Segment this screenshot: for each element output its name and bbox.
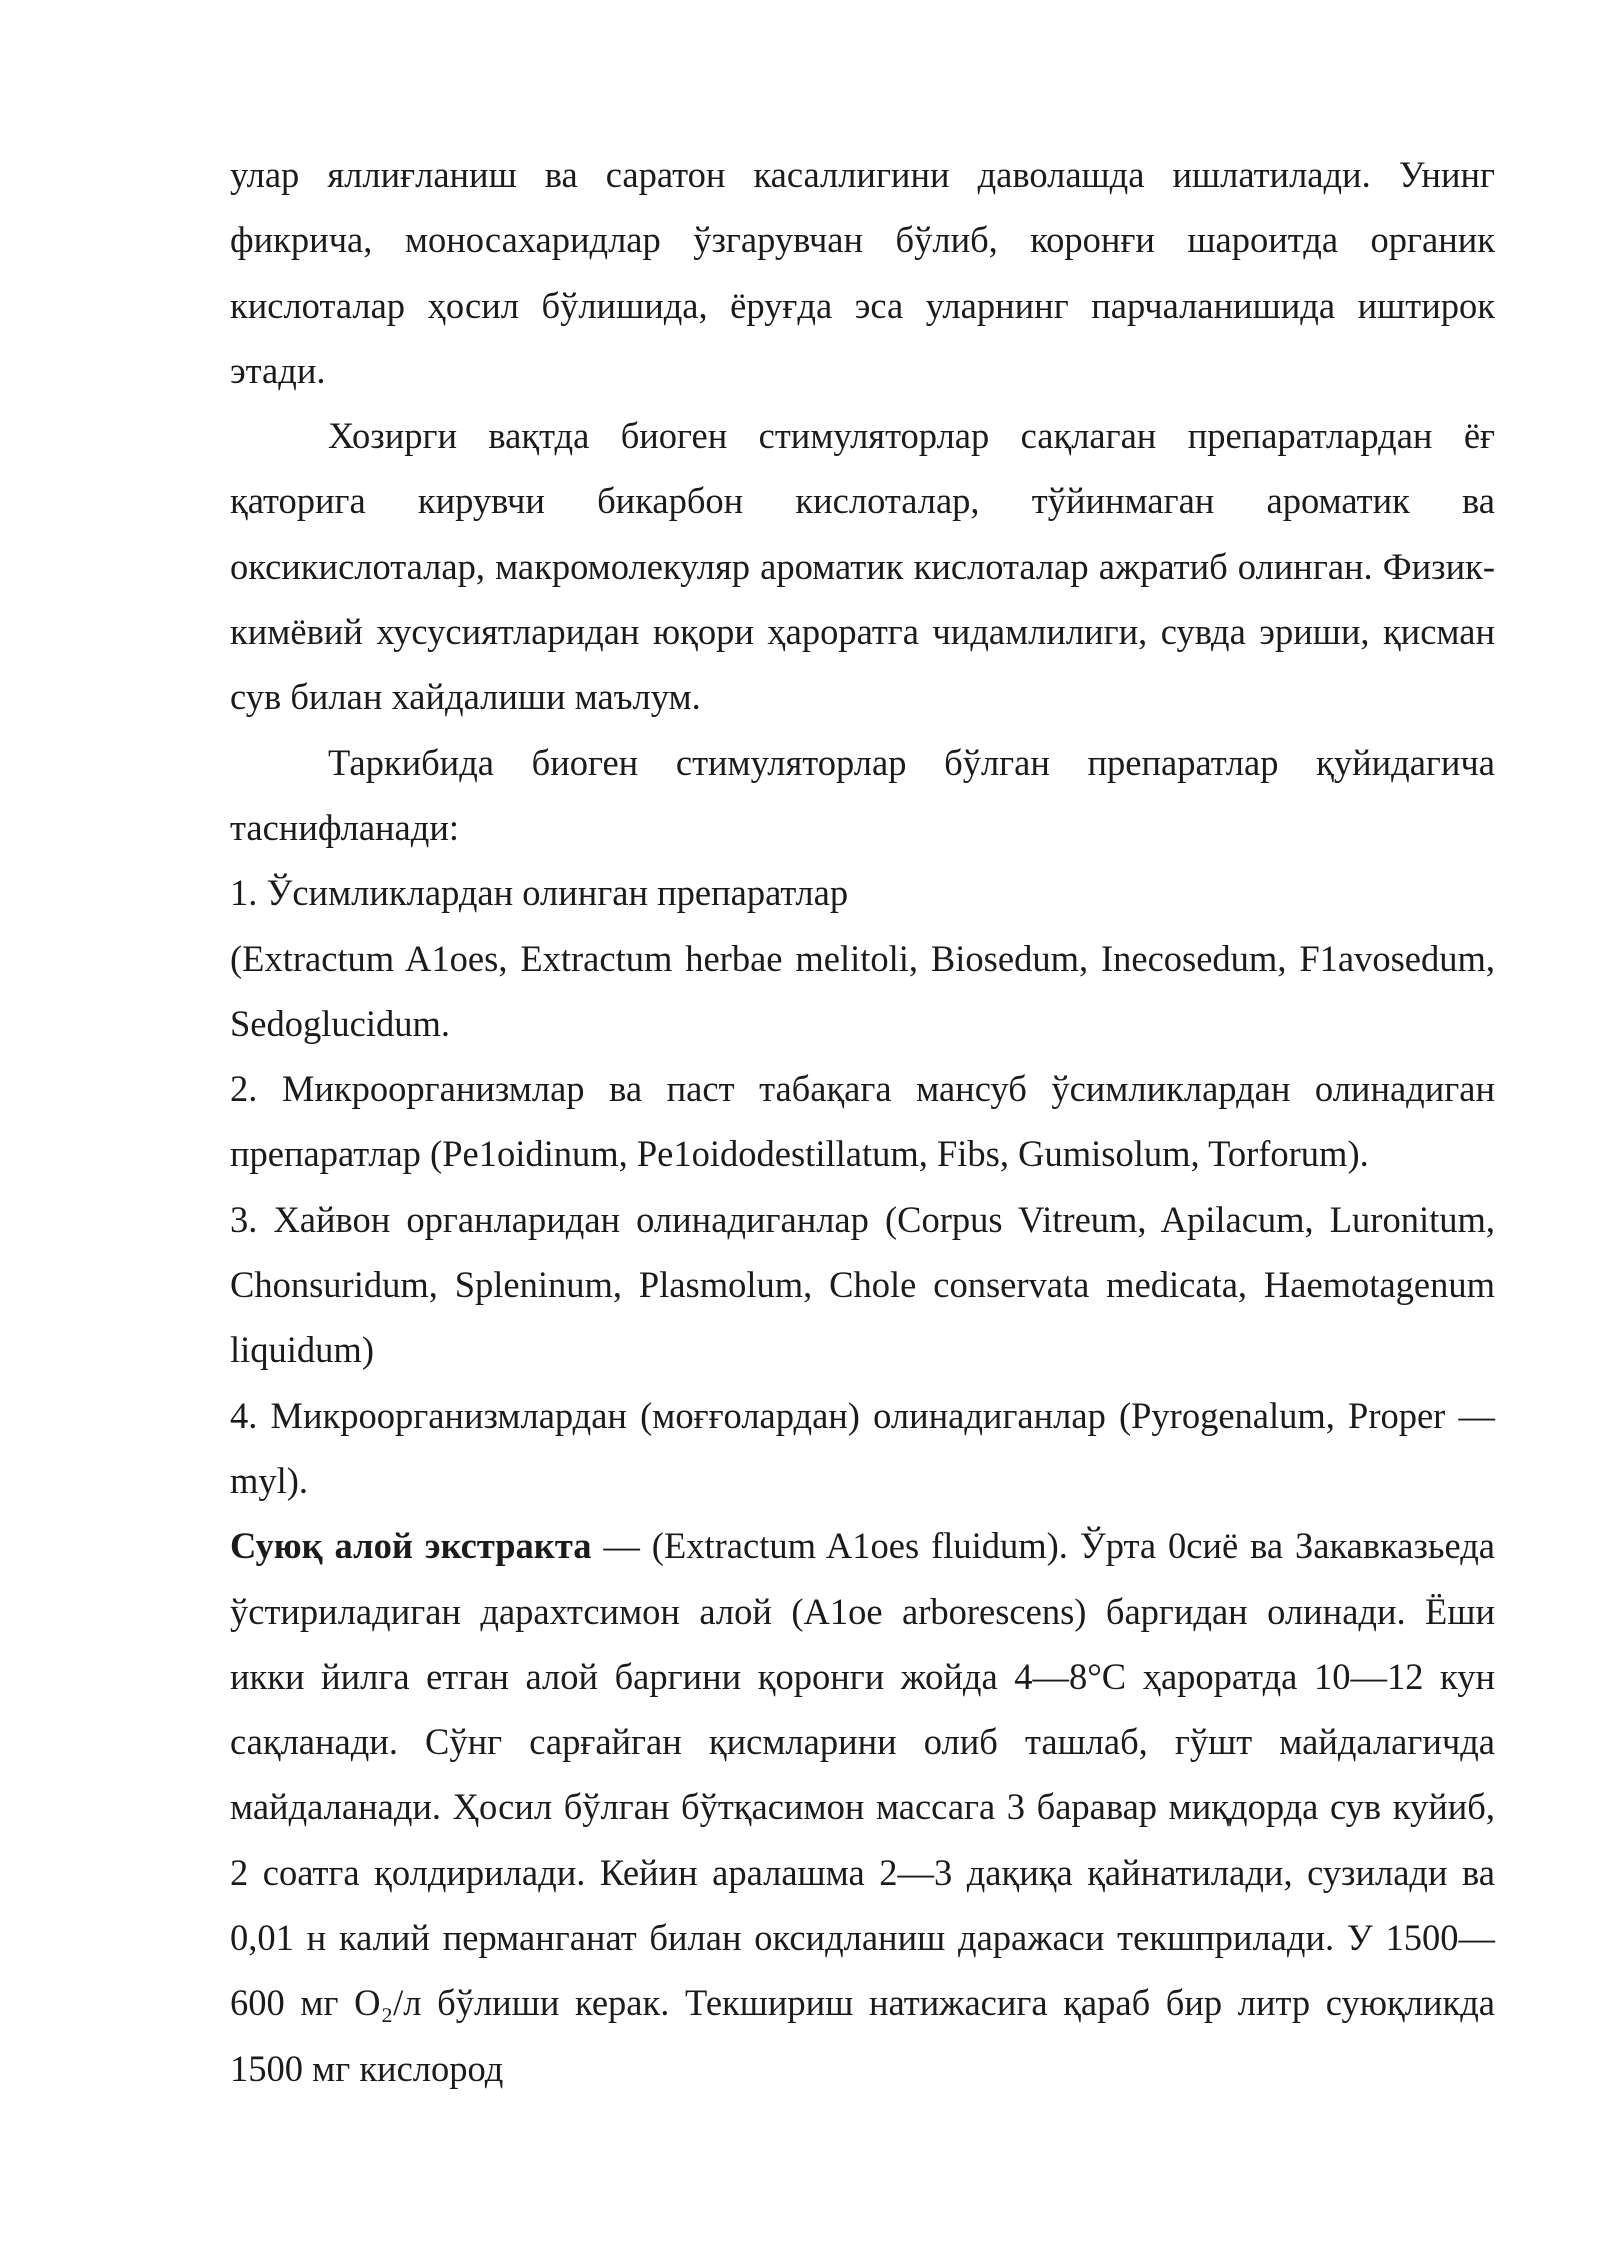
list-item-mold-preparations: 4. Микроорганизмлардан (моғғолардан) олинадиганлар (Pyrogenalum, Proper — myl). <box>230 1394 1495 1501</box>
paragraph-biogenic-stimulators: Хозирги вақтда биоген стимуляторлар сақлаган препаратлардан ёғ қаторига кирувчи бикарбон кислоталар, тўйинмаган ароматик ва оксикислоталар, макромолекуляр ароматик кислоталар ажратиб олинган. Физик-кимёвий хусусиятларидан юқори ҳароратга чидамлилиги, сувда эриши, қисман сув билан хайдалиши маълум. <box>230 415 1495 718</box>
document-body <box>230 142 1495 2101</box>
aloe-extract-text: — (Extractum A1oes fluidum). Ўрта 0сиё ва Закавказьеда ўстириладиган дарахтсимон алой (A1oe arborescens) баргидан олинади. Ёши икки йилга етган алой баргини қоронги жойда 4—8°С ҳароратда 10—12 кун сақланади. Сўнг сарғайган қисмларини олиб ташлаб, гўшт майдалагичда майдаланади. Ҳосил бўлган бўтқасимон массага 3 баравар миқдорда сув куйиб, 2 соатга қолдирилади. Кейин аралашма 2—3 дақиқа қайнатилади, сузилади ва 0,01 н калий перманганат билан оксидланиш даражаси текшприлади. У 1500—600 мг O₂/л бўлиши керак. Текшириш натижасига қараб бир литр суюқликда 1500 мг кислород <box>230 1525 1495 2089</box>
list-item-microorganism-preparations: 2. Микроорганизмлар ва паст табақага мансуб ўсимликлардан олинадиган препаратлар (Pe1oidinum, Pe1oidodestillatum, Fibs, Gumisolum, Torforum). <box>230 1068 1495 1175</box>
paragraph-aloe-extract <box>230 1513 1495 2101</box>
list-item-plant-preparations-examples: (Extractum A1oes, Extractum herbae melitoli, Biosedum, Inecosedum, F1avosedum, Sedoglucidum. <box>230 937 1495 1044</box>
list-item-plant-preparations: 1. Ўсимликлардан олинган препаратлар <box>230 872 849 914</box>
aloe-extract-heading: Суюқ алой экстракта <box>230 1525 592 1567</box>
list-item-animal-organ-preparations: 3. Хайвон органларидан олинадиганлар (Corpus Vitreum, Apilacum, Luronitum, Chonsuridum, Spleninum, Plasmolum, Chole conservata medicata, Haemotagenum liquidum) <box>230 1198 1495 1371</box>
paragraph-classification-intro: Таркибида биоген стимуляторлар бўлган препаратлар қуйидагича таснифланади: <box>230 741 1495 848</box>
paragraph-continuation: улар яллиғланиш ва саратон касаллигини даволашда ишлатилади. Унинг фикрича, моносахаридлар ўзгарувчан бўлиб, коронғи шароитда органик кислоталар ҳосил бўлишида, ёруғда эса уларнинг парчаланишида иштирок этади. <box>230 154 1495 391</box>
